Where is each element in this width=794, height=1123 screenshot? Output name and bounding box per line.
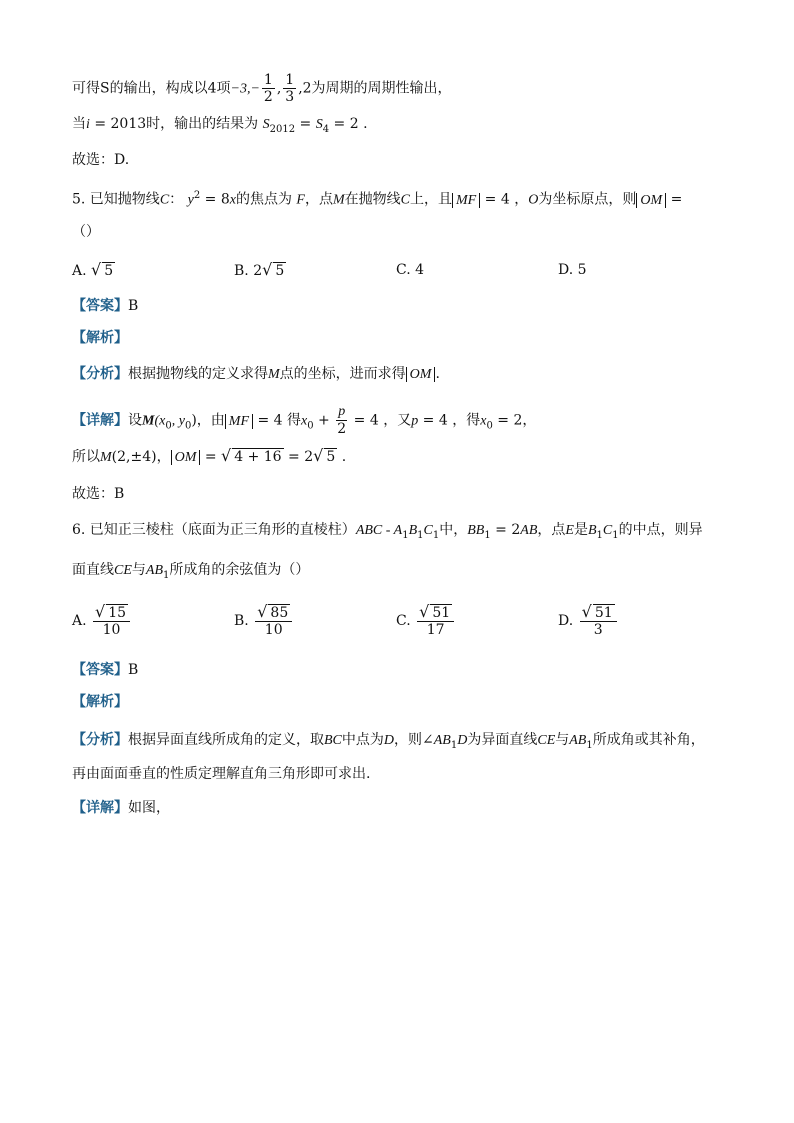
fraction-p-half: $\frac{p}{2}$	[337, 404, 347, 437]
option-6a: A. $\frac{√ 15}{10}$	[72, 604, 132, 638]
fraction-half: $\frac{1}{2}$	[263, 72, 273, 105]
analysis-5-heading: 【解析】	[72, 330, 128, 346]
detail-6: 【详解】如图，	[72, 800, 170, 816]
text-line-3: 故选：D.	[72, 152, 130, 168]
option-6c: C. $\frac{√ 51}{17}$	[396, 604, 456, 638]
math: −3,−	[230, 81, 260, 97]
answer-5: 【答案】B	[72, 298, 139, 314]
question-5-paren: （）	[72, 224, 100, 240]
question-5: 5. 已知抛物线C： $y^2 = 8x$的焦点为 F，点M在抛物线C上，且 MF = 4 ，O为坐标原点，则 OM =	[72, 190, 683, 208]
fraction-third: $\frac{1}{3}$	[285, 72, 295, 105]
analysis-5: 【分析】根据抛物线的定义求得M点的坐标，进而求得 OM .	[72, 366, 440, 382]
text: 可得S的输出，构成以4项	[72, 80, 231, 97]
text-line-1: 可得S的输出，构成以4项−3,− $\frac{1}{2}$ , $\frac{1}{3}$ ,2为周期的周期性输出，	[72, 72, 452, 105]
solution-5: 所以M(2,±4)， OM = √ 4 + 16 = 2√ 5 .	[72, 446, 347, 465]
option-6b: B. $\frac{√ 85}{10}$	[234, 604, 294, 638]
option-5c: C. 4	[396, 262, 425, 278]
answer-6: 【答案】B	[72, 662, 139, 678]
text: ,2为周期的周期性输出，	[298, 80, 452, 97]
option-6d: D. $\frac{√ 51}{3}$	[558, 604, 619, 638]
text-line-9: 故选：B	[72, 486, 125, 502]
question-6: 6. 已知正三棱柱（底面为正三角形的直棱柱）$ABC - A_1B_1C_1$中，$BB_1 = 2AB$，点E是$B_1C_1$的中点，则异	[72, 522, 703, 541]
question-6-cont: 面直线CE与$AB_1$所成角的余弦值为（）	[72, 562, 310, 581]
analysis-6: 【分析】根据异面直线所成角的定义，取BC中点为D，则$\angle AB_1D$为异面直线CE与$AB_1$所成角或其补角，	[72, 732, 705, 751]
analysis-6-heading: 【解析】	[72, 694, 128, 710]
option-5b: B. 2√ 5	[234, 260, 285, 279]
analysis-6-cont: 再由面面垂直的性质定理解直角三角形即可求出.	[72, 766, 371, 782]
detail-5: 【详解】设$M(x_0$, $y_0$)，由 MF = 4 得$x_0$ + $\frac{p}{2}$ = 4 ，又p = 4 ，得$x_0 = 2$，	[72, 404, 537, 437]
text-line-2: 当i = 2013时，输出的结果为 $S_{2012} = S_4 = 2$ .	[72, 116, 368, 135]
option-5d: D. 5	[558, 262, 587, 278]
option-5a: A. √ 5	[72, 260, 114, 279]
